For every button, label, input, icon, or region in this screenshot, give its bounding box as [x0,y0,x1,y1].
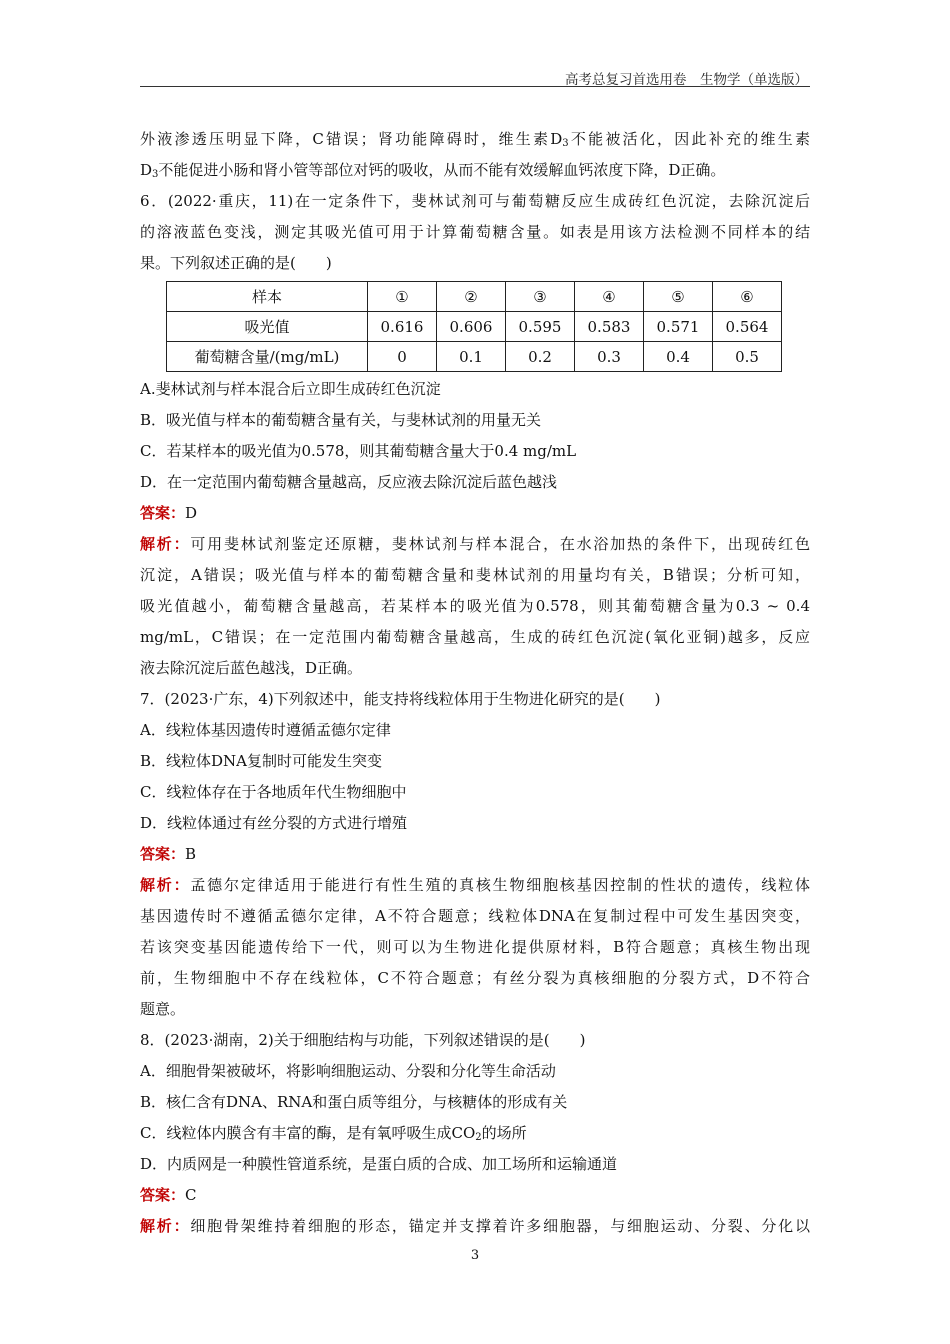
explanation-line: 沉淀，A错误；吸光值与样本的葡萄糖含量和斐林试剂的用量均有关，B错误；分析可知， [140,566,810,584]
option-b: B．吸光值与样本的葡萄糖含量有关，与斐林试剂的用量无关 [140,411,542,429]
answer-line [140,1180,810,1211]
explanation-line: 若该突变基因能遗传给下一代，则可以为生物进化提供原材料，B符合题意；真核生物出现 [140,938,810,956]
table-cell: ⑥ [713,282,782,312]
table-cell: 0.595 [506,312,575,342]
explanation-line: 基因遗传时不遵循孟德尔定律，A不符合题意；线粒体DNA在复制过程中可发生基因突变， [140,907,810,925]
table-cell: ② [437,282,506,312]
header-rule [140,86,810,87]
table-cell: ③ [506,282,575,312]
explanation-line: 解析：孟德尔定律适用于能进行有性生殖的真核生物细胞核基因控制的性状的遗传，线粒体 [140,876,810,894]
option-c: C．若某样本的吸光值为0.578，则其葡萄糖含量大于0.4 mg/mL [140,442,577,460]
explanation-line: 题意。 [140,1000,186,1018]
option-c: C．线粒体存在于各地质年代生物细胞中 [140,783,407,801]
option-b: B．线粒体DNA复制时可能发生突变 [140,752,383,770]
option-d: D．在一定范围内葡萄糖含量越高，反应液去除沉淀后蓝色越浅 [140,473,558,491]
page-number: 3 [470,1248,480,1263]
table-cell: ① [368,282,437,312]
page-content [140,124,810,1242]
question-6-stem: 6．(2022·重庆，11)在一定条件下，斐林试剂可与葡萄糖反应生成砖红色沉淀，去除沉淀后 [140,192,810,210]
table-cell: 0.616 [368,312,437,342]
answer-value: C [185,1186,197,1204]
table-cell: 吸光值 [167,312,368,342]
table-row [167,342,782,372]
explanation-label: 解析： [140,1217,191,1235]
answer-label: 答案： [140,845,186,863]
question-6-stem: 的溶液蓝色变浅，测定其吸光值可用于计算葡萄糖含量。如表是用该方法检测不同样本的结 [140,223,810,241]
answer-label: 答案： [140,504,186,522]
table-cell: 0.571 [644,312,713,342]
table-header-row [167,282,782,312]
option-a: A.斐林试剂与样本混合后立即生成砖红色沉淀 [140,380,441,398]
table-cell: 0.2 [506,342,575,372]
option-d: D．线粒体通过有丝分裂的方式进行增殖 [140,814,408,832]
explanation-line: 解析：细胞骨架维持着细胞的形态，锚定并支撑着许多细胞器，与细胞运动、分裂、分化以 [140,1217,810,1235]
explanation-line: 解析：可用斐林试剂鉴定还原糖，斐林试剂与样本混合，在水浴加热的条件下，出现砖红色 [140,535,810,553]
table-cell: 0.5 [713,342,782,372]
table-cell: 0.606 [437,312,506,342]
table-cell: 葡萄糖含量/(mg/mL) [167,342,368,372]
answer-line [140,839,810,870]
question-8-stem: 8．(2023·湖南，2)关于细胞结构与功能，下列叙述错误的是( ) [140,1031,586,1049]
running-header: 高考总复习首选用卷 生物学（单选版） [565,72,808,88]
option-a: A．线粒体基因遗传时遵循孟德尔定律 [140,721,391,739]
table-cell: 0.3 [575,342,644,372]
table-cell: 0 [368,342,437,372]
question-7-stem: 7．(2023·广东，4)下列叙述中，能支持将线粒体用于生物进化研究的是( ) [140,690,661,708]
option-a: A．细胞骨架被破坏，将影响细胞运动、分裂和分化等生命活动 [140,1062,556,1080]
table-cell: 0.583 [575,312,644,342]
explanation-line: 液去除沉淀后蓝色越浅，D正确。 [140,659,363,677]
table-cell: 0.4 [644,342,713,372]
table-cell: 0.1 [437,342,506,372]
explanation-label: 解析： [140,535,191,553]
answer-value: B [185,845,197,863]
answer-line [140,498,810,529]
answer-value: D [185,504,198,522]
question-6-stem: 果。下列叙述正确的是( ) [140,254,332,272]
explanation-label: 解析： [140,876,191,894]
explanation-line: mg/mL，C错误；在一定范围内葡萄糖含量越高，生成的砖红色沉淀(氧化亚铜)越多，反应 [140,628,810,646]
table-cell: 0.564 [713,312,782,342]
absorbance-table [166,281,782,372]
table-row [167,312,782,342]
option-b: B．核仁含有DNA、RNA和蛋白质等组分，与核糖体的形成有关 [140,1093,568,1111]
option-d: D．内质网是一种膜性管道系统，是蛋白质的合成、加工场所和运输通道 [140,1155,618,1173]
explanation-line: 前，生物细胞中不存在线粒体，C不符合题意；有丝分裂为真核细胞的分裂方式，D不符合 [140,969,810,987]
explanation-line: 吸光值越小，葡萄糖含量越高，若某样本的吸光值为0.578，则其葡萄糖含量为0.3 ~ 0.4 [140,597,810,615]
option-c: C．线粒体内膜含有丰富的酶，是有氧呼吸生成$CO_2$的场所 [140,1124,527,1143]
table-cell: ⑤ [644,282,713,312]
answer-label: 答案： [140,1186,186,1204]
carryover-line: 外液渗透压明显下降，C错误；肾功能障碍时，维生素$D_3$不能被活化，因此补充的维生素 [140,130,810,149]
carryover-line: $D_3$不能促进小肠和肾小管等部位对钙的吸收，从而不能有效缓解血钙浓度下降，D正确。 [140,161,726,180]
table-cell: ④ [575,282,644,312]
table-cell: 样本 [167,282,368,312]
